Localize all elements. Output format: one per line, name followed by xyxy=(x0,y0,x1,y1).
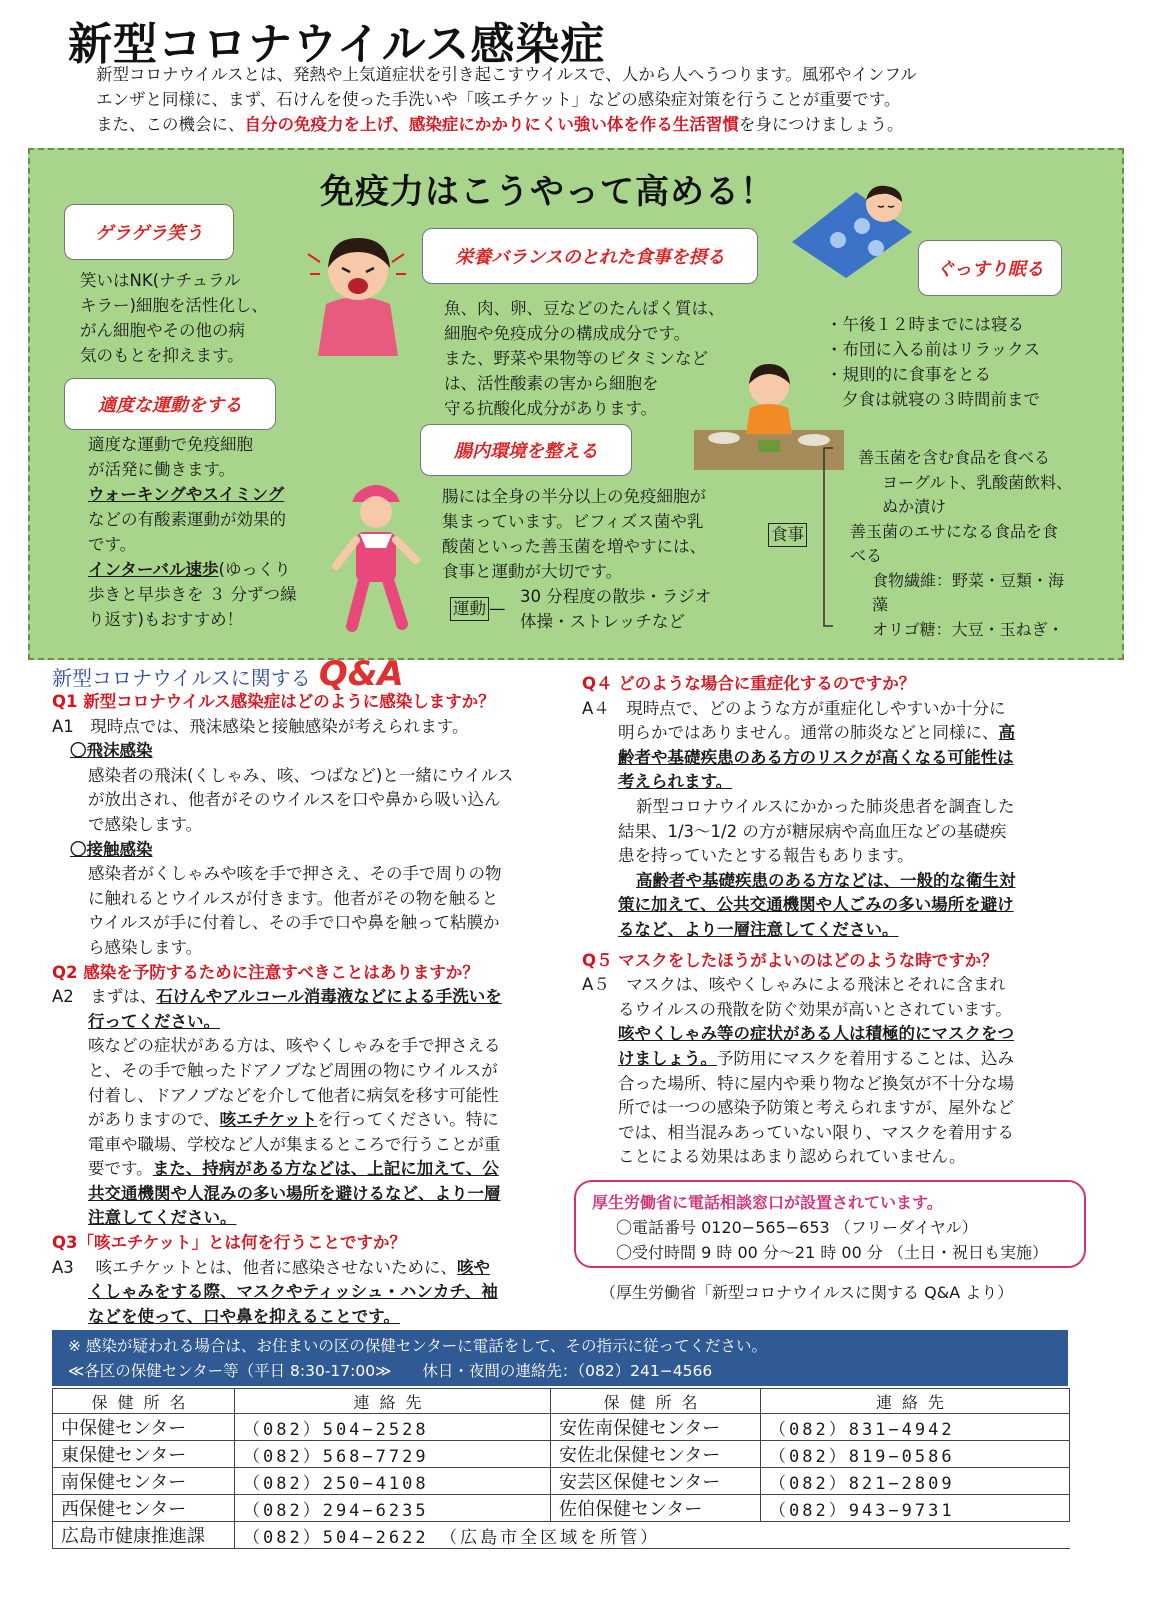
intro-highlight: 自分の免疫力を上げ、感染症にかかりにくい強い体を作る生活習慣 xyxy=(244,115,739,134)
meal-bracket xyxy=(820,446,834,628)
laugh-label: ゲラゲラ笑う xyxy=(64,204,234,260)
intro-line-2: エンザと同様に、まず、石けんを使った手洗いや「咳エチケット」などの感染症対策を行うことが重要です。 xyxy=(96,90,901,109)
sleep-label: ぐっすり眠る xyxy=(918,240,1062,296)
q4: Q４ どのような場合に重症化するのですか？ xyxy=(582,674,916,693)
meal-text: 善玉菌を含む食品を食べる ヨーグルト、乳酸菌飲料、 ぬか漬け 善玉菌のエサになる食品を食 べる 食物繊維：野菜・豆類・海 藻 オリゴ糖：大豆・玉ねぎ・ xyxy=(850,448,1073,639)
nutrition-text: 魚、肉、卵、豆などのたんぱく質は、 細胞や免疫成分の構成成分です。 また、野菜や果物等のビタミンなど は、活性酸素の害から細胞を 守る抗酸化成分があります。 xyxy=(444,299,725,418)
sleep-text: ・午後１２時までには寝る ・布団に入る前はリラックス ・規則的に食事をとる 夕食は就寝の３時間前まで xyxy=(826,315,1041,409)
mhlw-hotline-box: 厚生労働省に電話相談窓口が設置されています。 〇電話番号 0120−565−653 （フリーダイヤル） 〇受付時間 9 時 00 分〜21 時 00 分 （土日・祝日も実施） xyxy=(574,1180,1086,1268)
qa-left-column: Q1 新型コロナウイルス感染症はどのように感染しますか？ A1 現時点では、飛沫感染と接触感染が考えられます。 〇飛沫感染 感染者の飛沫(くしゃみ、咳、つばなど)と一緒にウイルス が放出され、他者がそのウイルスを口や鼻から吸い込ん で感染します。 〇接触感染 感染者がくしゃみや咳を手で押さえ、その手で周りの物 に触れるとウイルスが付きます。他者がその物を触ると ウイルスが手に付着し、その手で口や鼻を触って粘膜か ら感染します。 Q2 感染を予防するために注意すべきことはありますか？ A2 まずは、石けんやアルコール消毒液などによる手洗いを 行ってください。 咳などの症状がある方は、咳やくしゃみを手で押さえる と、その手で触ったドアノブなど周囲の物にウイルスが 付着し、ドアノブなどを介して他者に病気を移す可能性 がありますので、咳エチケットを行ってください。特に 電車や職場、学校など人が集まるところで行うことが重 要です。また、持病がある方などは、上記に加えて、公 共交通機関や人混みの多い場所を避けるなど、より一層 注意してください。 Q3「咳エチケット」とは何を行うことですか？ A3 咳エチケットとは、他者に感染させないために、咳や くしゃみをする際、マスクやティッシュ・ハンカチ、袖 などを使って、口や鼻を抑えることです。 xyxy=(52,690,572,1329)
walking-woman-illustration xyxy=(326,476,426,632)
q3: Q3「咳エチケット」とは何を行うことですか？ xyxy=(52,1233,407,1253)
laughing-woman-illustration xyxy=(306,224,410,356)
undo-tag: 運動 xyxy=(450,597,489,621)
qa-heading: 新型コロナウイルスに関する Q&A xyxy=(52,654,404,694)
hotline-hours: 〇受付時間 9 時 00 分〜21 時 00 分 （土日・祝日も実施） xyxy=(616,1243,1048,1262)
hotline-phone: 〇電話番号 0120−565−653 （フリーダイヤル） xyxy=(616,1218,978,1237)
gut-text: 腸には全身の半分以上の免疫細胞が 集まっています。ビフィズス菌や乳 酸菌といった善玉菌を増やすには、 食事と運動が大切です。 xyxy=(442,487,706,581)
gut-label: 腸内環境を整える xyxy=(420,424,632,476)
table-row: 広島市健康推進課 （082）504−2622 （広島市全区域を所管） xyxy=(53,1522,1070,1549)
intro-line-3: また、この機会に、自分の免疫力を上げ、感染症にかかりにくい強い体を作る生活習慣を身につけましょう。 xyxy=(96,115,904,134)
exercise-text: 適度な運動で免疫細胞 が活発に働きます。 ウォーキングやスイミング などの有酸素運動が効果的 です。 インターバル速歩(ゆっくり 歩きと早歩きを ３ 分ずつ繰 り返す)もおすすめ！ xyxy=(88,435,297,629)
exercise-label: 適度な運動をする xyxy=(64,378,276,430)
sleeping-child-illustration xyxy=(786,182,916,280)
source-note: （厚生労働省「新型コロナウイルスに関する Q&A より） xyxy=(600,1283,1014,1302)
nutrition-label: 栄養バランスのとれた食事を摂る xyxy=(422,228,758,284)
q1: Q1 新型コロナウイルス感染症はどのように感染しますか？ xyxy=(52,692,495,711)
intro-line-1: 新型コロナウイルスとは、発熱や上気道症状を引き起こすウイルスで、人から人へうつります。風邪やインフル xyxy=(96,65,917,84)
meal-tag-wrap xyxy=(768,522,807,547)
contact-banner: ※ 感染が疑われる場合は、お住まいの区の保健センターに電話をして、その指示に従ってください。 ≪各区の保健センター等（平日 8:30-17:00≫ 休日・夜間の連絡先：（082）241−4566 xyxy=(52,1330,1068,1386)
meal-tag: 食事 xyxy=(768,523,807,547)
page-title: 新型コロナウイルス感染症 xyxy=(68,19,606,70)
table-row: 東保健センター （082）568−7729 安佐北保健センター （082）819−0586 xyxy=(53,1441,1070,1468)
table-row: 南保健センター （082）250−4108 安芸区保健センター （082）821−2809 xyxy=(53,1468,1070,1495)
health-center-table xyxy=(52,1388,1070,1549)
table-row: 西保健センター （082）294−6235 佐伯保健センター （082）943−9731 xyxy=(53,1495,1070,1522)
table-header-row: 保健所名 連絡先 保健所名 連絡先 xyxy=(53,1389,1070,1414)
laugh-text: 笑いはNK(ナチュラル キラー)細胞を活性化し、 がん細胞やその他の病 気のもとを抑えます。 xyxy=(80,271,268,365)
qa-right-column: Q４ どのような場合に重症化するのですか？ A４ 現時点で、どのような方が重症化しやすいか十分に 明らかではありません。通常の肺炎などと同様に、高 齢者や基礎疾患のある方のリスクが高くなる可能性は 考えられます。 新型コロナウイルスにかかった肺炎患者を調査した 結果、1/3〜1/2 の方が糖尿病や高血圧などの基礎疾 患を持っていたとする報告もあります。 高齢者や基礎疾患のある方などは、一般的な衛生対 策に加えて、公共交通機関や人ごみの多い場所を避け るなど、より一層注意してください。 Q５ マスクをしたほうがよいのはどのような時ですか？ A５ マスクは、咳やくしゃみによる飛沫とそれに含まれ るウイルスの飛散を防ぐ効果が高いとされています。 咳やくしゃみ等の症状がある人は積極的にマスクをつ けましょう。予防用にマスクを着用することは、込み 合った場所、特に屋内や乗り物など換気が不十分な場 所では一つの感染予防策と考えられますが、屋外など では、相当混みあっていない限り、マスクを着用する ことによる効果はあまり認められていません。 xyxy=(582,672,1082,1170)
intro-text xyxy=(96,62,1086,137)
immune-title: 免疫力はこうやって高める！ xyxy=(320,172,775,212)
gut-exercise-note: 運動 — 30 分程度の散歩・ラジオ 体操・ストレッチなど xyxy=(450,584,711,634)
q5: Q５ マスクをしたほうがよいのはどのような時ですか？ xyxy=(582,950,998,970)
table-row: 中保健センター （082）504−2528 安佐南保健センター （082）831−4942 xyxy=(53,1414,1070,1441)
q2: Q2 感染を予防するために注意すべきことはありますか？ xyxy=(52,962,479,982)
immune-section xyxy=(28,148,1124,660)
